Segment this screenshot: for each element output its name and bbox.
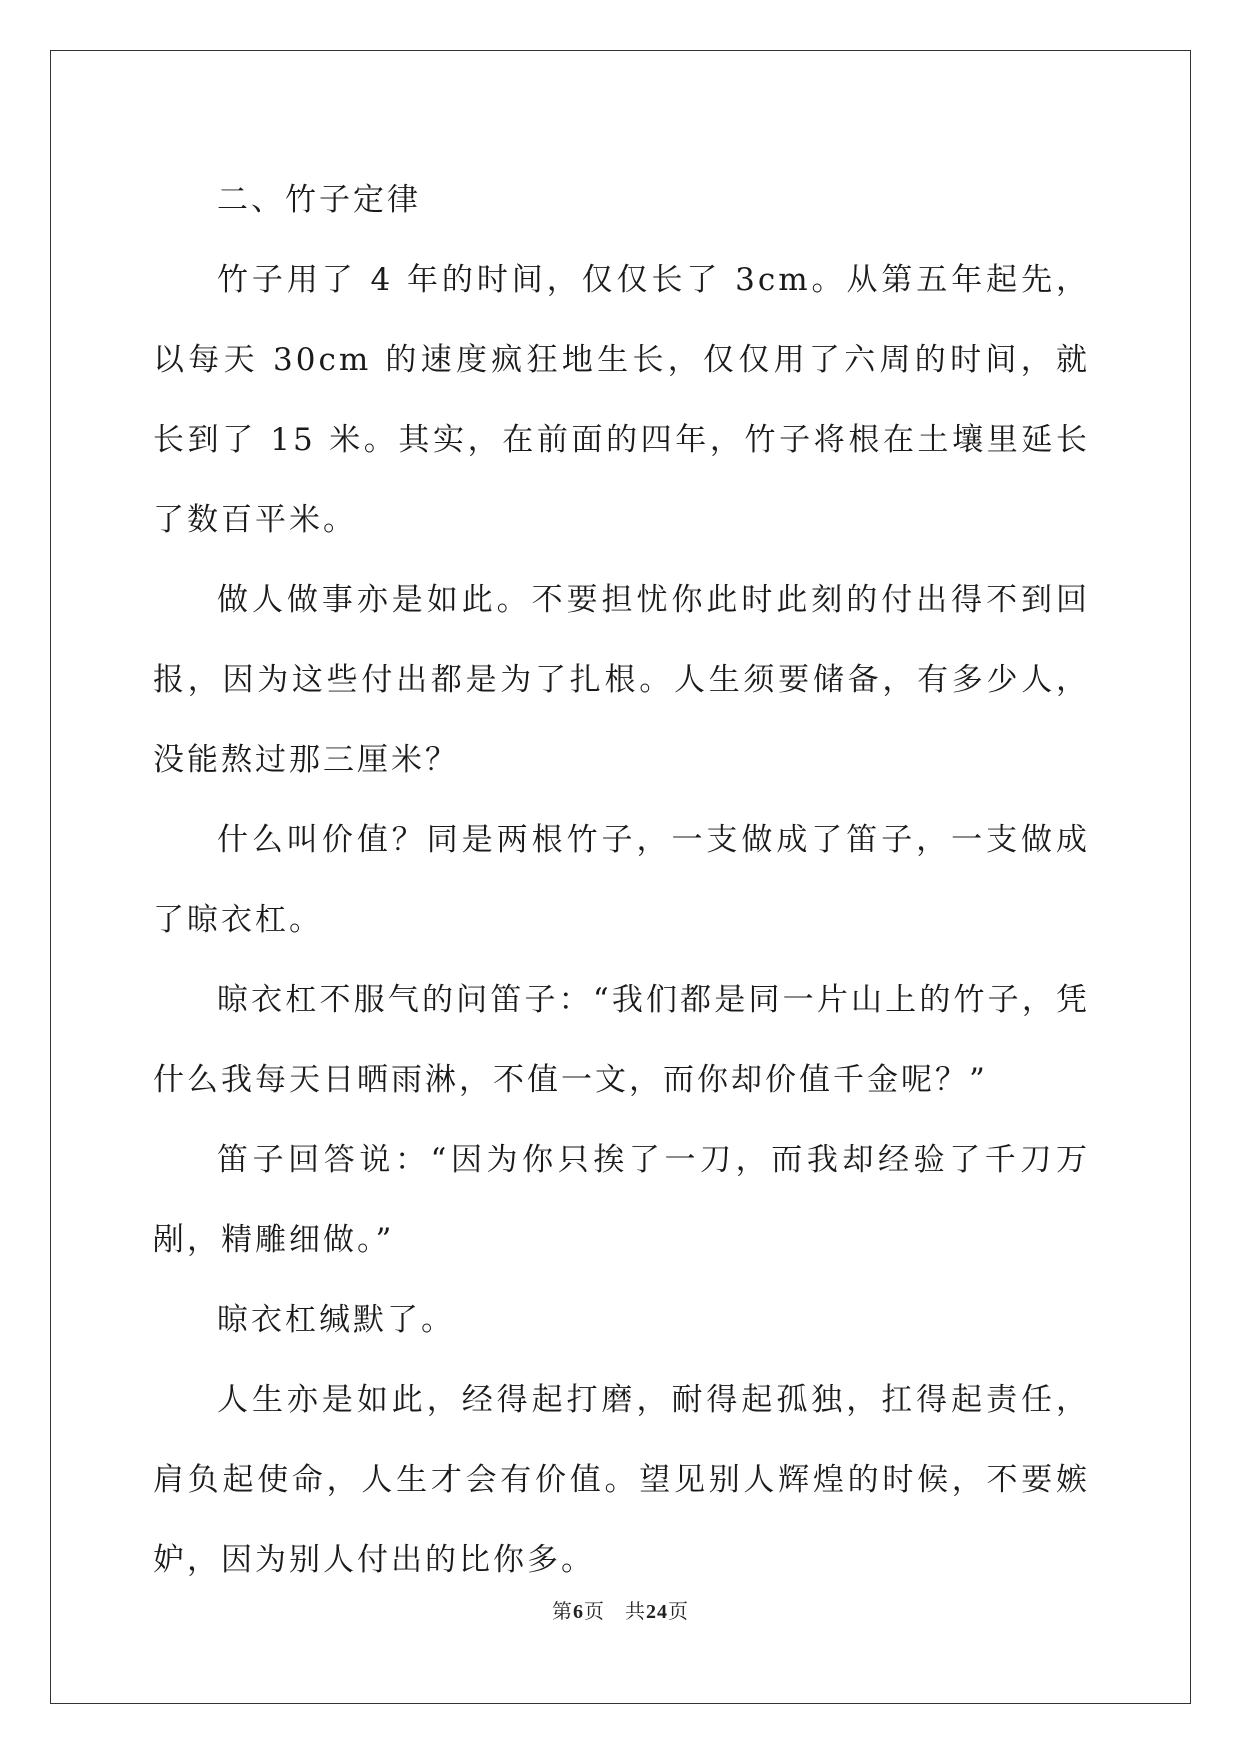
section-heading: 二、竹子定律	[217, 182, 421, 218]
footer-page-prefix: 第	[552, 1601, 573, 1623]
footer-page-suffix: 页	[584, 1601, 605, 1623]
paragraph-pole-question: 晾衣杠不服气的问笛子：“我们都是同一片山上的竹子，凭什么我每天日晒雨淋，不值一文，而你却价值千金呢？”	[153, 982, 1090, 1098]
paragraph-value-question: 什么叫价值？同是两根竹子，一支做成了笛子，一支做成了晾衣杠。	[153, 822, 1090, 938]
footer-page-number: 6	[573, 1601, 584, 1623]
paragraph-flute-answer: 笛子回答说：“因为你只挨了一刀，而我却经验了千刀万剐，精雕细做。”	[153, 1142, 1090, 1258]
paragraph-pole-silent: 晾衣杠缄默了。	[217, 1302, 455, 1338]
footer-total-pages: 24	[646, 1601, 668, 1623]
paragraph-conclusion: 人生亦是如此，经得起打磨，耐得起孤独，扛得起责任，肩负起使命，人生才会有价值。望见别人辉煌的时候，不要嫉妒，因为别人付出的比你多。	[153, 1382, 1090, 1578]
footer-total-suffix: 页	[668, 1601, 689, 1623]
document-body	[153, 160, 1090, 1600]
footer-total-prefix: 共	[625, 1601, 646, 1623]
page-footer	[0, 1595, 1241, 1624]
paragraph-bamboo-growth: 竹子用了 4 年的时间，仅仅长了 3cm。从第五年起先，以每天 30cm 的速度疯狂地生长，仅仅用了六周的时间，就长到了 15 米。其实，在前面的四年，竹子将根在土壤里延长了数百平米。	[153, 262, 1090, 538]
paragraph-life-lesson: 做人做事亦是如此。不要担忧你此时此刻的付出得不到回报，因为这些付出都是为了扎根。人生须要储备，有多少人，没能熬过那三厘米？	[153, 582, 1090, 778]
